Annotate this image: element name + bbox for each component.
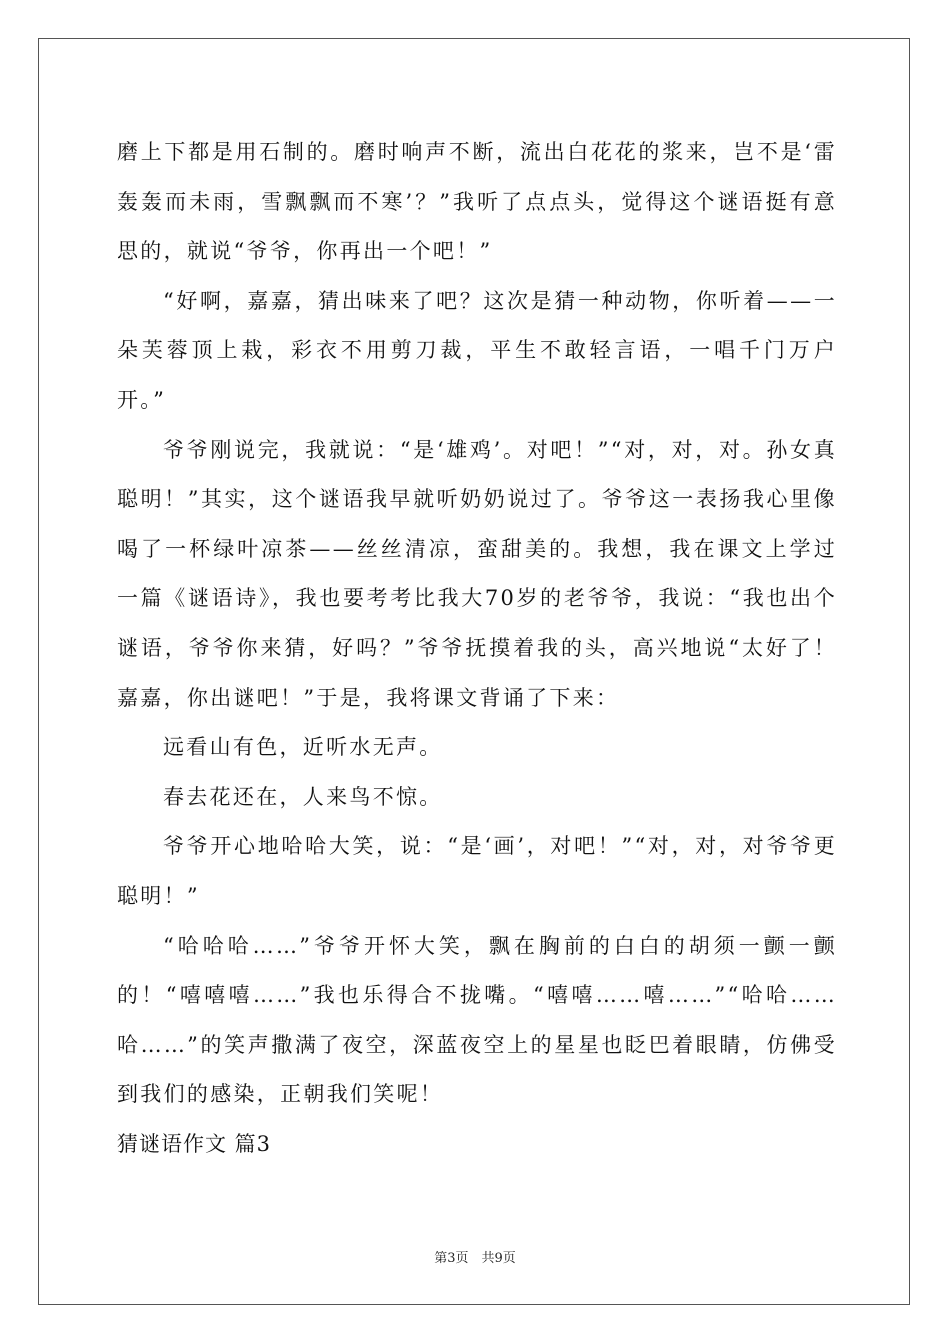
paragraph-riddle-rooster: “好啊，嘉嘉，猜出味来了吧？这次是猜一种动物，你听着——一朵芙蓉顶上栽，彩衣不用剪刀裁，平生不敢轻言语，一唱千门万户开。” [117, 288, 837, 412]
section-heading: 猜谜语作文 篇3 [117, 1131, 272, 1156]
paragraph-answer-painting: 爷爷开心地哈哈大笑，说：“是‘画’，对吧！”“对，对，对爷爷更聪明！” [117, 834, 837, 908]
paragraph-laughter: “哈哈哈……”爷爷开怀大笑，飘在胸前的白白的胡须一颤一颤的！“嘻嘻嘻……”我也乐得合不拢嘴。“嘻嘻……嘻……”“哈哈……哈……”的笑声撒满了夜空，深蓝夜空上的星星也眨巴着眼睛，仿佛受到我们的感染，正朝我们笑呢！ [117, 933, 837, 1107]
poem-line-2: 春去花还在，人来鸟不惊。 [163, 784, 443, 809]
document-body [117, 128, 837, 1169]
poem-line-1: 远看山有色，近听水无声。 [163, 735, 443, 760]
page-number-footer: 第3页 共9页 [434, 1251, 516, 1266]
paragraph-continued: 磨上下都是用石制的。磨时响声不断，流出白花花的浆来，岂不是‘雷轰轰而未雨，雪飘飘而不寒’？”我听了点点头，觉得这个谜语挺有意思的，就说“爷爷，你再出一个吧！” [117, 140, 837, 264]
paragraph-answer-rooster: 爷爷刚说完，我就说：“是‘雄鸡’。对吧！”“对，对，对。孙女真聪明！”其实，这个谜语我早就听奶奶说过了。爷爷这一表扬我心里像喝了一杯绿叶凉茶——丝丝清凉，蛮甜美的。我想，我在课文上学过一篇《谜语诗》，我也要考考比我大70岁的老爷爷，我说：“我也出个谜语，爷爷你来猜，好吗？”爷爷抚摸着我的头，高兴地说“太好了！嘉嘉，你出谜吧！”于是，我将课文背诵了下来： [117, 437, 837, 710]
